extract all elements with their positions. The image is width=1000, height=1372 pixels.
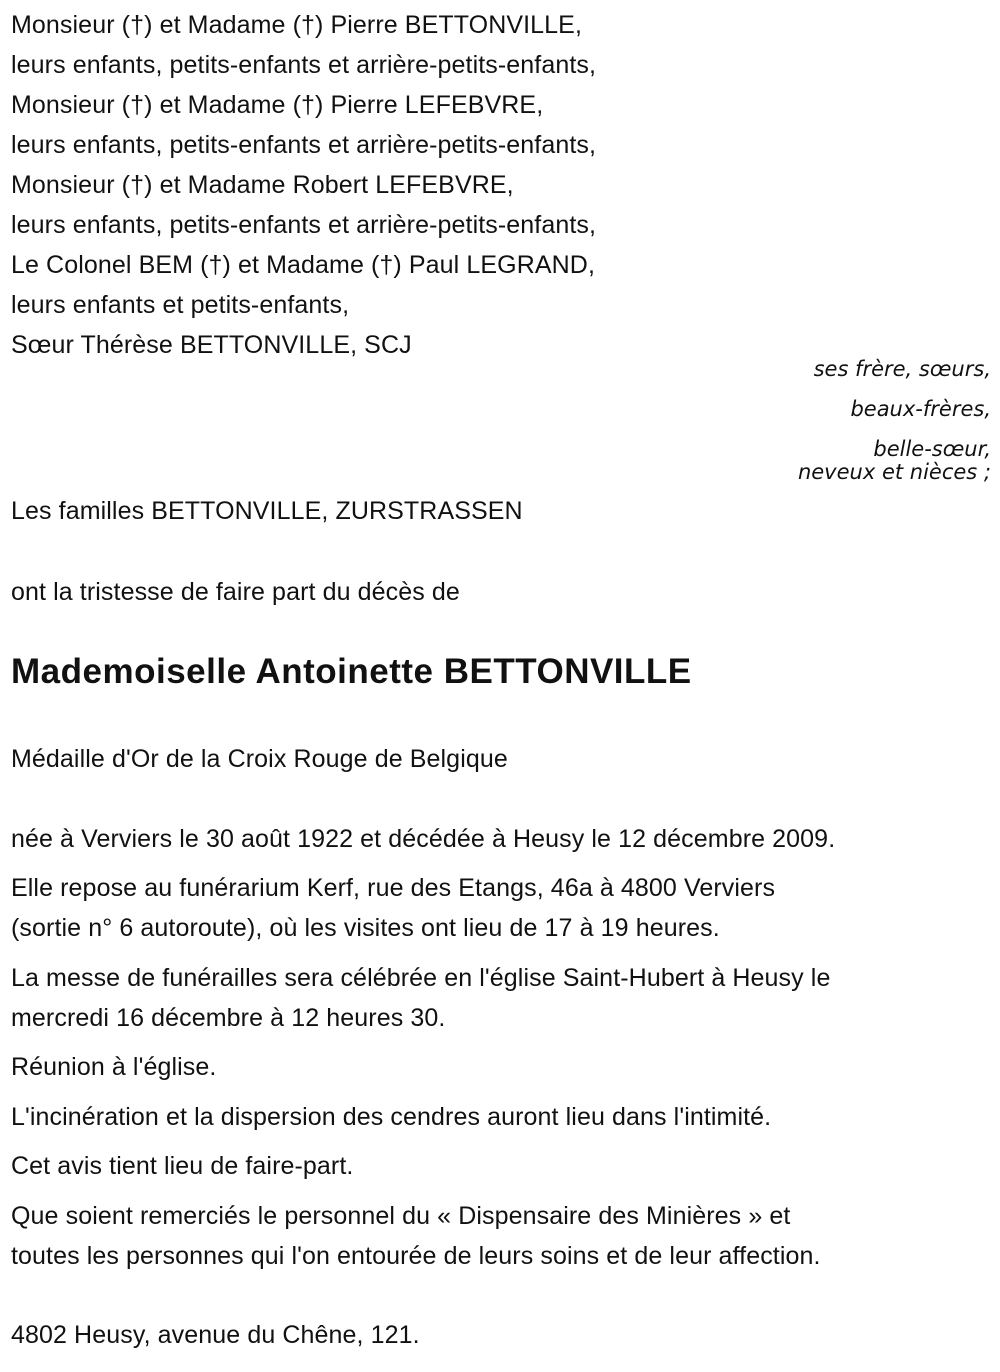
detail-line: Réunion à l'église. bbox=[11, 1053, 217, 1081]
distinction-text: Médaille d'Or de la Croix Rouge de Belgique bbox=[11, 745, 508, 773]
detail-line: L'incinération et la dispersion des cendres auront lieu dans l'intimité. bbox=[11, 1103, 772, 1131]
detail-line: Cet avis tient lieu de faire-part. bbox=[11, 1152, 354, 1180]
relation-line: neveux et nièces ; bbox=[797, 460, 991, 484]
detail-line: La messe de funérailles sera célébrée en l'église Saint-Hubert à Heusy le bbox=[11, 964, 831, 992]
detail-line: (sortie n° 6 autoroute), où les visites ont lieu de 17 à 19 heures. bbox=[11, 914, 720, 942]
family-line: Monsieur (†) et Madame (†) Pierre LEFEBVRE, bbox=[11, 91, 544, 119]
family-line: leurs enfants, petits-enfants et arrière-petits-enfants, bbox=[11, 131, 597, 159]
family-line: Sœur Thérèse BETTONVILLE, SCJ bbox=[11, 331, 412, 359]
detail-line: mercredi 16 décembre à 12 heures 30. bbox=[11, 1004, 446, 1032]
family-line: leurs enfants, petits-enfants et arrière-petits-enfants, bbox=[11, 51, 597, 79]
relation-line: ses frère, sœurs, bbox=[813, 357, 991, 381]
announcement-text: ont la tristesse de faire part du décès de bbox=[11, 578, 460, 606]
family-line: leurs enfants, petits-enfants et arrière-petits-enfants, bbox=[11, 211, 597, 239]
family-line: leurs enfants et petits-enfants, bbox=[11, 291, 350, 319]
relation-line: beaux-frères, bbox=[850, 397, 991, 421]
detail-line: Elle repose au funérarium Kerf, rue des Etangs, 46a à 4800 Verviers bbox=[11, 874, 776, 902]
families-line: Les familles BETTONVILLE, ZURSTRASSEN bbox=[11, 497, 523, 525]
relation-line: belle-sœur, bbox=[873, 437, 991, 461]
detail-line: née à Verviers le 30 août 1922 et décédée à Heusy le 12 décembre 2009. bbox=[11, 825, 836, 853]
address-line: 4802 Heusy, avenue du Chêne, 121. bbox=[11, 1321, 420, 1349]
family-line: Le Colonel BEM (†) et Madame (†) Paul LEGRAND, bbox=[11, 251, 595, 279]
detail-line: Que soient remerciés le personnel du « Dispensaire des Minières » et bbox=[11, 1202, 791, 1230]
family-line: Monsieur (†) et Madame (†) Pierre BETTONVILLE, bbox=[11, 11, 582, 39]
family-line: Monsieur (†) et Madame Robert LEFEBVRE, bbox=[11, 171, 514, 199]
deceased-name: Mademoiselle Antoinette BETTONVILLE bbox=[11, 652, 692, 691]
detail-line: toutes les personnes qui l'on entourée de leurs soins et de leur affection. bbox=[11, 1242, 821, 1270]
